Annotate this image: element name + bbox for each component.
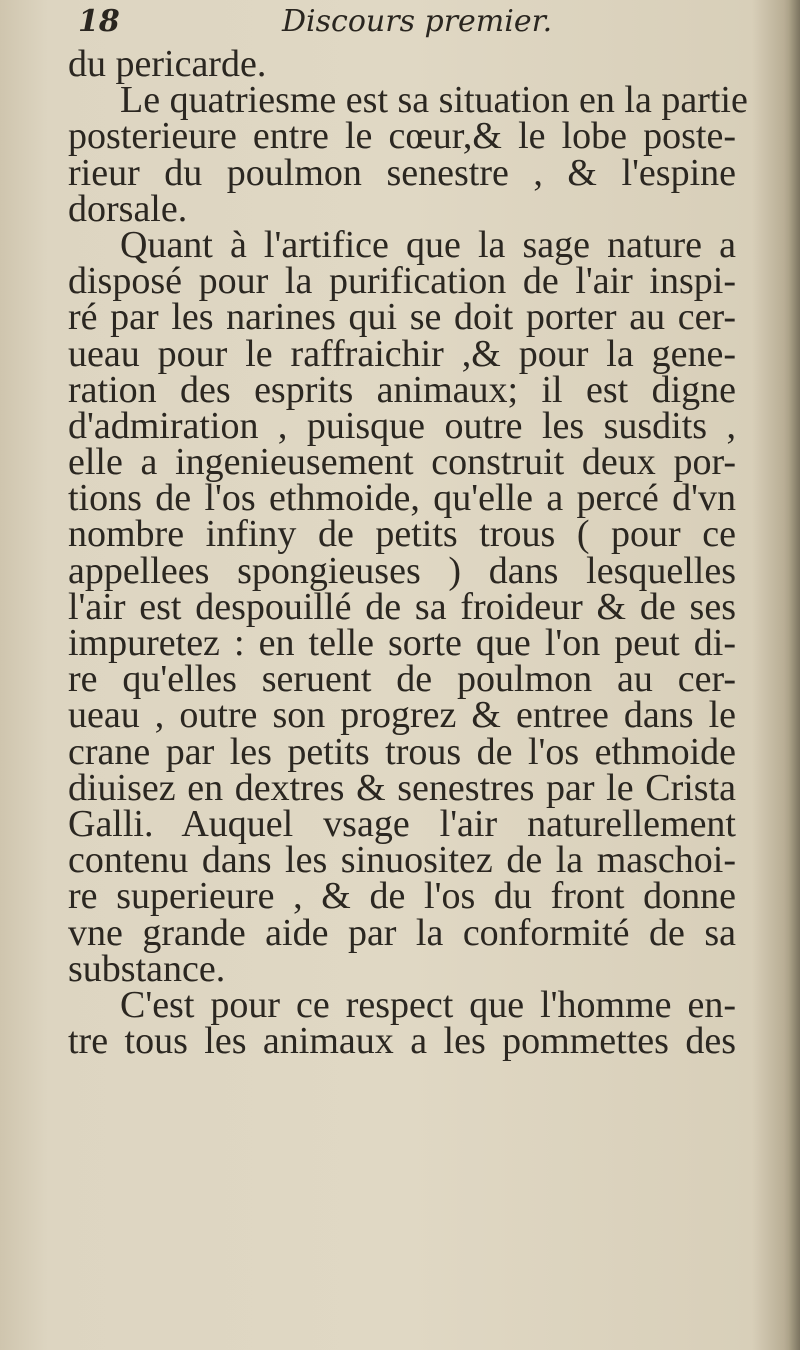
page-edge [788, 0, 800, 1350]
text-line: elle a ingenieusement construit deux por- [68, 441, 736, 484]
text-line: ration des esprits animaux; il est digne [68, 368, 736, 411]
text-line: Galli. Auquel vsage l'air naturellement [68, 802, 736, 845]
page-number: 18 [78, 4, 120, 39]
text-line: disposé pour la purification de l'air inspi- [68, 260, 736, 303]
text-line: Quant à l'artifice que la sage nature a [120, 223, 736, 266]
page-header [78, 4, 738, 44]
text-line: tre tous les animaux a les pommettes des [68, 1020, 736, 1063]
text-line: contenu dans les sinuositez de la maschoi- [68, 839, 736, 882]
text-line: du pericarde. [68, 43, 267, 85]
text-line: ueau pour le raffraichir ,& pour la gene- [68, 332, 736, 375]
text-line: C'est pour ce respect que l'homme en- [120, 983, 736, 1026]
text-line: crane par les petits trous de l'os ethmoide [68, 730, 736, 773]
text-line: appellees spongieuses ) dans lesquelles [68, 549, 736, 592]
text-line: substance. [68, 947, 226, 990]
text-line: d'admiration , puisque outre les susdits , [68, 404, 736, 447]
body-text [68, 43, 748, 1063]
text-line: impuretez : en telle sorte que l'on peut di- [68, 622, 736, 664]
text-line: ré par les narines qui se doit porter au cer- [68, 296, 736, 339]
text-line: ueau , outre son progrez & entree dans le [68, 694, 736, 737]
text-line: tions de l'os ethmoide, qu'elle a percé d'vn [68, 477, 736, 520]
text-line: dorsale. [68, 187, 188, 230]
text-line: re superieure , & de l'os du front donne [68, 875, 736, 918]
text-line: posterieure entre le cœur,& le lobe poste- [68, 115, 736, 158]
text-line: l'air est despouillé de sa froideur & de ses [68, 585, 736, 628]
text-line: Le quatriesme est sa situation en la partie [120, 79, 748, 122]
text-line: nombre infiny de petits trous ( pour ce [68, 513, 736, 556]
text-line: rieur du poulmon senestre , & l'espine [68, 151, 736, 194]
running-head: Discours premier. [282, 4, 553, 39]
text-line: vne grande aide par la conformité de sa [68, 911, 736, 954]
text-line: re qu'elles seruent de poulmon au cer- [68, 658, 736, 701]
text-line: diuisez en dextres & senestres par le Crista [68, 766, 736, 809]
